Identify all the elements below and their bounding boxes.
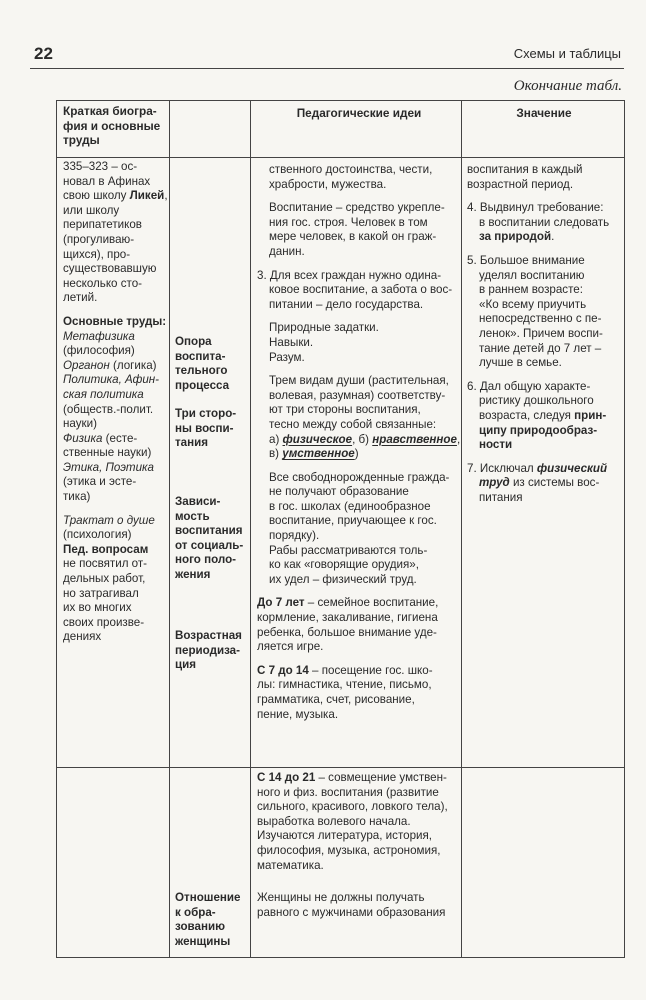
column-divider xyxy=(461,101,462,957)
ideas-three-sides: Трем видам души (растительная, волевая, разумная) соответству- ют три стороны воспитания, тесно между собой связанные: а) физическое, б) нравственное, в) умственное) xyxy=(269,374,461,461)
column-divider xyxy=(169,101,170,957)
ideas-state: Воспитание – средство укрепле- ния гос. строя. Человек в том мере человек, в какой он граж- данин. xyxy=(269,201,445,258)
meaning-continued: воспитания в каждый возрастной период. xyxy=(467,163,583,191)
table-caption: Окончание табл. xyxy=(513,78,622,94)
ideas-item-3: 3. Для всех граждан нужно одина- ковое воспитание, а забота о вос- питании – дело государства. xyxy=(257,268,453,311)
ideas-14-to-21: С 14 до 21 – совмещение умствен- ного и физ. воспитания (развитие сильного, красивого, ловкого тела), выработка волевого начала. Изучаются литература, история, философия, музыка, астрономия, математика. xyxy=(257,771,448,872)
topic-three-sides: Три сторо- ны воспи- тания xyxy=(175,407,237,450)
ideas-cell xyxy=(257,163,461,731)
meaning-item-6: 6. Дал общую характе- ристику дошкольного возраста, следуя прин- ципу природообраз- ности xyxy=(467,379,607,452)
topic-age-periods: Возрастная периодиза- ция xyxy=(175,629,242,672)
topic-opora: Опора воспита- тельного процесса xyxy=(175,335,230,392)
column-divider xyxy=(250,101,251,957)
bio-cell: 335–323 – ос- новал в Афинах свою школу Ликей, или школу перипатетиков (прогуливаю- щихся), про- существовавшую несколько сто- летий. Основные труды: Метафизика (философия) Органон (логика) Политика, Афин- ская политика (обществ.-полит. науки) Физика (есте- ственные науки) Этика, Поэтика (этика и эсте- тика) Трактат о душе (психология) Пед. вопросам не посвятил от- дельных работ, но затрагивал их во многих своих произве- дениях xyxy=(63,160,168,644)
header-bio: Краткая биогра- фия и основные труды xyxy=(63,104,161,148)
ideas-free-citizens: Все свободнорожденные гражда- не получают образование в гос. школах (единообразное воспитание, приучающее к гос. порядку). Рабы рассматриваются толь- ко как «говорящие орудия», их удел – физический труд. xyxy=(269,470,450,586)
header-ideas: Педагогические идеи xyxy=(296,106,422,120)
row-divider xyxy=(57,767,624,768)
ideas-women: Женщины не должны получать равного с мужчинами образования xyxy=(257,891,446,919)
ideas-cell-lower xyxy=(257,771,461,882)
topic-social-dependence: Зависи- мость воспитания от социаль- ного поло- жения xyxy=(175,495,244,581)
meaning-item-5: 5. Большое внимание уделял воспитанию в раннем возрасте: «Ко всему приучить непосредственно с пе- ленок». Причем воспи- тание детей до 7 лет – лучше в семье. xyxy=(467,253,603,370)
meaning-item-7: 7. Исключал физический труд из системы вос- питания xyxy=(467,461,608,504)
ideas-to-7: До 7 лет – семейное воспитание, кормление, закаливание, гигиена ребенка, большое внимание уде- ляется игре. xyxy=(257,596,439,654)
header-row-divider xyxy=(57,157,624,158)
ideas-7-to-14: С 7 до 14 – посещение гос. шко- лы: гимнастика, чтение, письмо, грамматика, счет, рисование, пение, музыка. xyxy=(257,663,433,721)
topic-women-education: Отношение к обра- зованию женщины xyxy=(175,891,241,948)
ideas-dignity: ственного достоинства, чести, храбрости, мужества. xyxy=(269,163,433,191)
running-head: Схемы и таблицы xyxy=(513,46,621,61)
page-number: 22 xyxy=(34,44,53,63)
ideas-basis: Природные задатки. Навыки. Разум. xyxy=(269,321,379,364)
meaning-item-4: 4. Выдвинул требование: в воспитании следовать за природой. xyxy=(467,201,610,244)
header-meaning: Значение xyxy=(516,106,572,120)
pedagogy-table xyxy=(56,100,625,958)
header-rule xyxy=(30,68,624,69)
meaning-cell xyxy=(467,163,621,514)
